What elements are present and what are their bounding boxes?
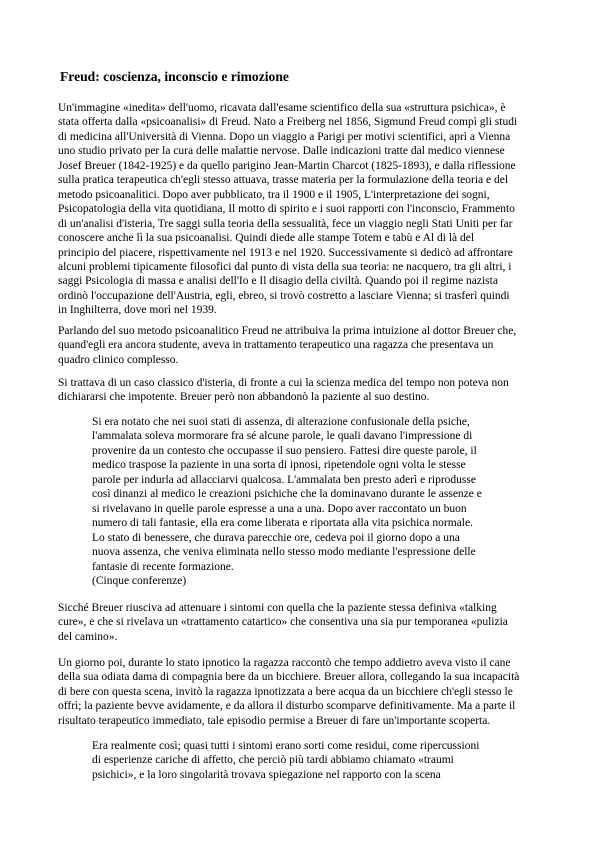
text-line: psichici», e la loro singolarità trovava spiegazione nel rapporto con la scena <box>92 768 441 781</box>
text-line: Si trattava di un caso classico d'isteria, di fronte a cui la scienza medica del tempo non poteva non <box>58 377 509 389</box>
text-line: risultato terapeutico immediato, tale episodio permise a Breuer di fare un'importante scoperta. <box>58 714 491 727</box>
text-line: Sicché Breuer riusciva ad attenuare i sintomi con quella che la paziente stessa definiva «talking <box>58 602 497 614</box>
text-line: nuova assenza, che veniva eliminata nello stesso modo mediante l'espressione delle <box>92 546 476 559</box>
text-line: provenire da un contesto che occupasse il suo pensiero. Fattesi dire queste parole, il <box>92 444 477 457</box>
text-line: Psicopatologia della vita quotidiana, Il motto di spirito e i suoi rapporti con l'inconscio, Frammento <box>58 203 515 216</box>
body-paragraph <box>58 376 544 405</box>
text-line: di un'analisi d'isteria, Tre saggi sulla teoria della sessualità, fece un viaggio negli Stati Uniti per far <box>58 217 513 230</box>
block-quote <box>92 739 524 782</box>
text-line: offrì; la paziente bevve avidamente, e da allora il disturbo scomparve definitivamente. Ma a parte il <box>58 700 516 713</box>
text-line: Era realmente così; quasi tutti i sintomi erano sorti come residui, come ripercussioni <box>92 740 480 752</box>
block-quote <box>92 415 524 588</box>
text-line: della sua odiata dama di compagnia bere da un bicchiere. Breuer allora, collegando la sua incapacità <box>58 671 520 684</box>
text-line: quand'egli era ancora studente, aveva in trattamento terapeutico una ragazza che presentava un <box>58 339 494 352</box>
text-line: così dinanzi al medico le creazioni psichiche che la dominavano durante le assenze e <box>92 488 482 501</box>
text-line: numero di tali fantasie, ella era come liberata e riportata alla vita psichica normale. <box>92 517 473 530</box>
text-line: sulla pratica terapeutica ch'egli stesso attuava, trasse materia per la formulazione della teoria e del <box>58 174 509 187</box>
text-line: uno studio privato per la cura delle malattie nervose. Dalle indicazioni tratte dal medico viennese <box>58 145 505 158</box>
text-line: medico traspose la paziente in una sorta di ipnosi, ripetendole ogni volta le stesse <box>92 459 466 472</box>
text-line: di esperienze cariche di affetto, che perciò più tardi abbiamo chiamato «traumi <box>92 754 454 767</box>
text-line: dichiararsi che impotente. Breuer però non abbandonò la paziente al suo destino. <box>58 391 430 404</box>
text-line: in Inghilterra, dove morì nel 1939. <box>58 304 217 317</box>
page-title: Freud: coscienza, inconscio e rimozione <box>60 69 289 84</box>
text-line: del camino». <box>58 630 118 643</box>
text-line: alcuni problemi tipicamente filosofici dal punto di vista della sua teoria: ne nacquero, tra gli altri, i <box>58 260 512 273</box>
text-line: principio del piacere, rispettivamente nel 1913 e nel 1920. Successivamente si dedicò ad affrontare <box>58 246 513 259</box>
text-line: Parlando del suo metodo psicoanalitico Freud ne attribuiva la prima intuizione al dottor Breuer che, <box>58 325 517 337</box>
text-line: ordinò l'occupazione dell'Austria, egli, ebreo, si trovò costretto a lasciare Vienna; si trasferì quindi <box>58 289 510 302</box>
text-line: si rivelavano in quelle parole espresse a una a una. Dopo aver raccontato un buon <box>92 502 467 515</box>
text-line: Lo stato di benessere, che durava parecchie ore, cedeva poi il giorno dopo a una <box>92 531 460 544</box>
text-line: quadro clinico complesso. <box>58 353 179 366</box>
body-paragraph <box>58 101 544 318</box>
text-line: fantasie di recente formazione. <box>92 560 234 573</box>
text-line: (Cinque conferenze) <box>92 574 187 587</box>
text-line: Josef Breuer (1842-1925) e da quello parigino Jean-Martin Charcot (1825-1893), e dalla riflessione <box>58 159 516 172</box>
text-line: parole per indurla ad allacciarvi qualcosa. L'ammalata ben presto aderì e riprodusse <box>92 473 476 486</box>
text-line: l'ammalata soleva mormorare fra sé alcune parole, le quali davano l'impressione di <box>92 430 473 443</box>
body-paragraph <box>58 601 544 644</box>
text-line: Un'immagine «inedita» dell'uomo, ricavata dall'esame scientifico della sua «struttura psichica», è <box>58 102 506 114</box>
text-line: stata offerta dalla «psicoanalisi» di Freud. Nato a Freiberg nel 1856, Sigmund Freud compì gli studi <box>58 116 518 129</box>
text-line: Un giorno poi, durante lo stato ipnotico la ragazza raccontò che tempo addietro aveva visto il cane <box>58 657 511 669</box>
body-paragraph <box>58 656 544 728</box>
text-line: di medicina all'Università di Vienna. Dopo un viaggio a Parigi per motivi scientifici, aprì a Vienna <box>58 130 511 143</box>
text-line: conoscere anche lì la sua psicoanalisi. Quindi diede alle stampe Totem e tabù e Al di là del <box>58 232 475 245</box>
text-line: cure», e che si rivelava un «trattamento catartico» che consentiva una sia pur temporanea «pulizia <box>58 616 508 629</box>
body-paragraph <box>58 324 544 367</box>
text-line: saggi Psicologia di massa e analisi dell'Io e Il disagio della civiltà. Quando poi il regime nazista <box>58 275 498 288</box>
text-line: Si era notato che nei suoi stati di assenza, di alterazione confusionale della psiche, <box>92 416 470 428</box>
text-line: di bere con questa scena, invitò la ragazza ipnotizzata a bere acqua da un bicchiere ch'egli stesso le <box>58 685 513 698</box>
text-line: metodo psicoanalitici. Dopo aver pubblicato, tra il 1900 e il 1905, L'interpretazione dei sogni, <box>58 188 490 201</box>
